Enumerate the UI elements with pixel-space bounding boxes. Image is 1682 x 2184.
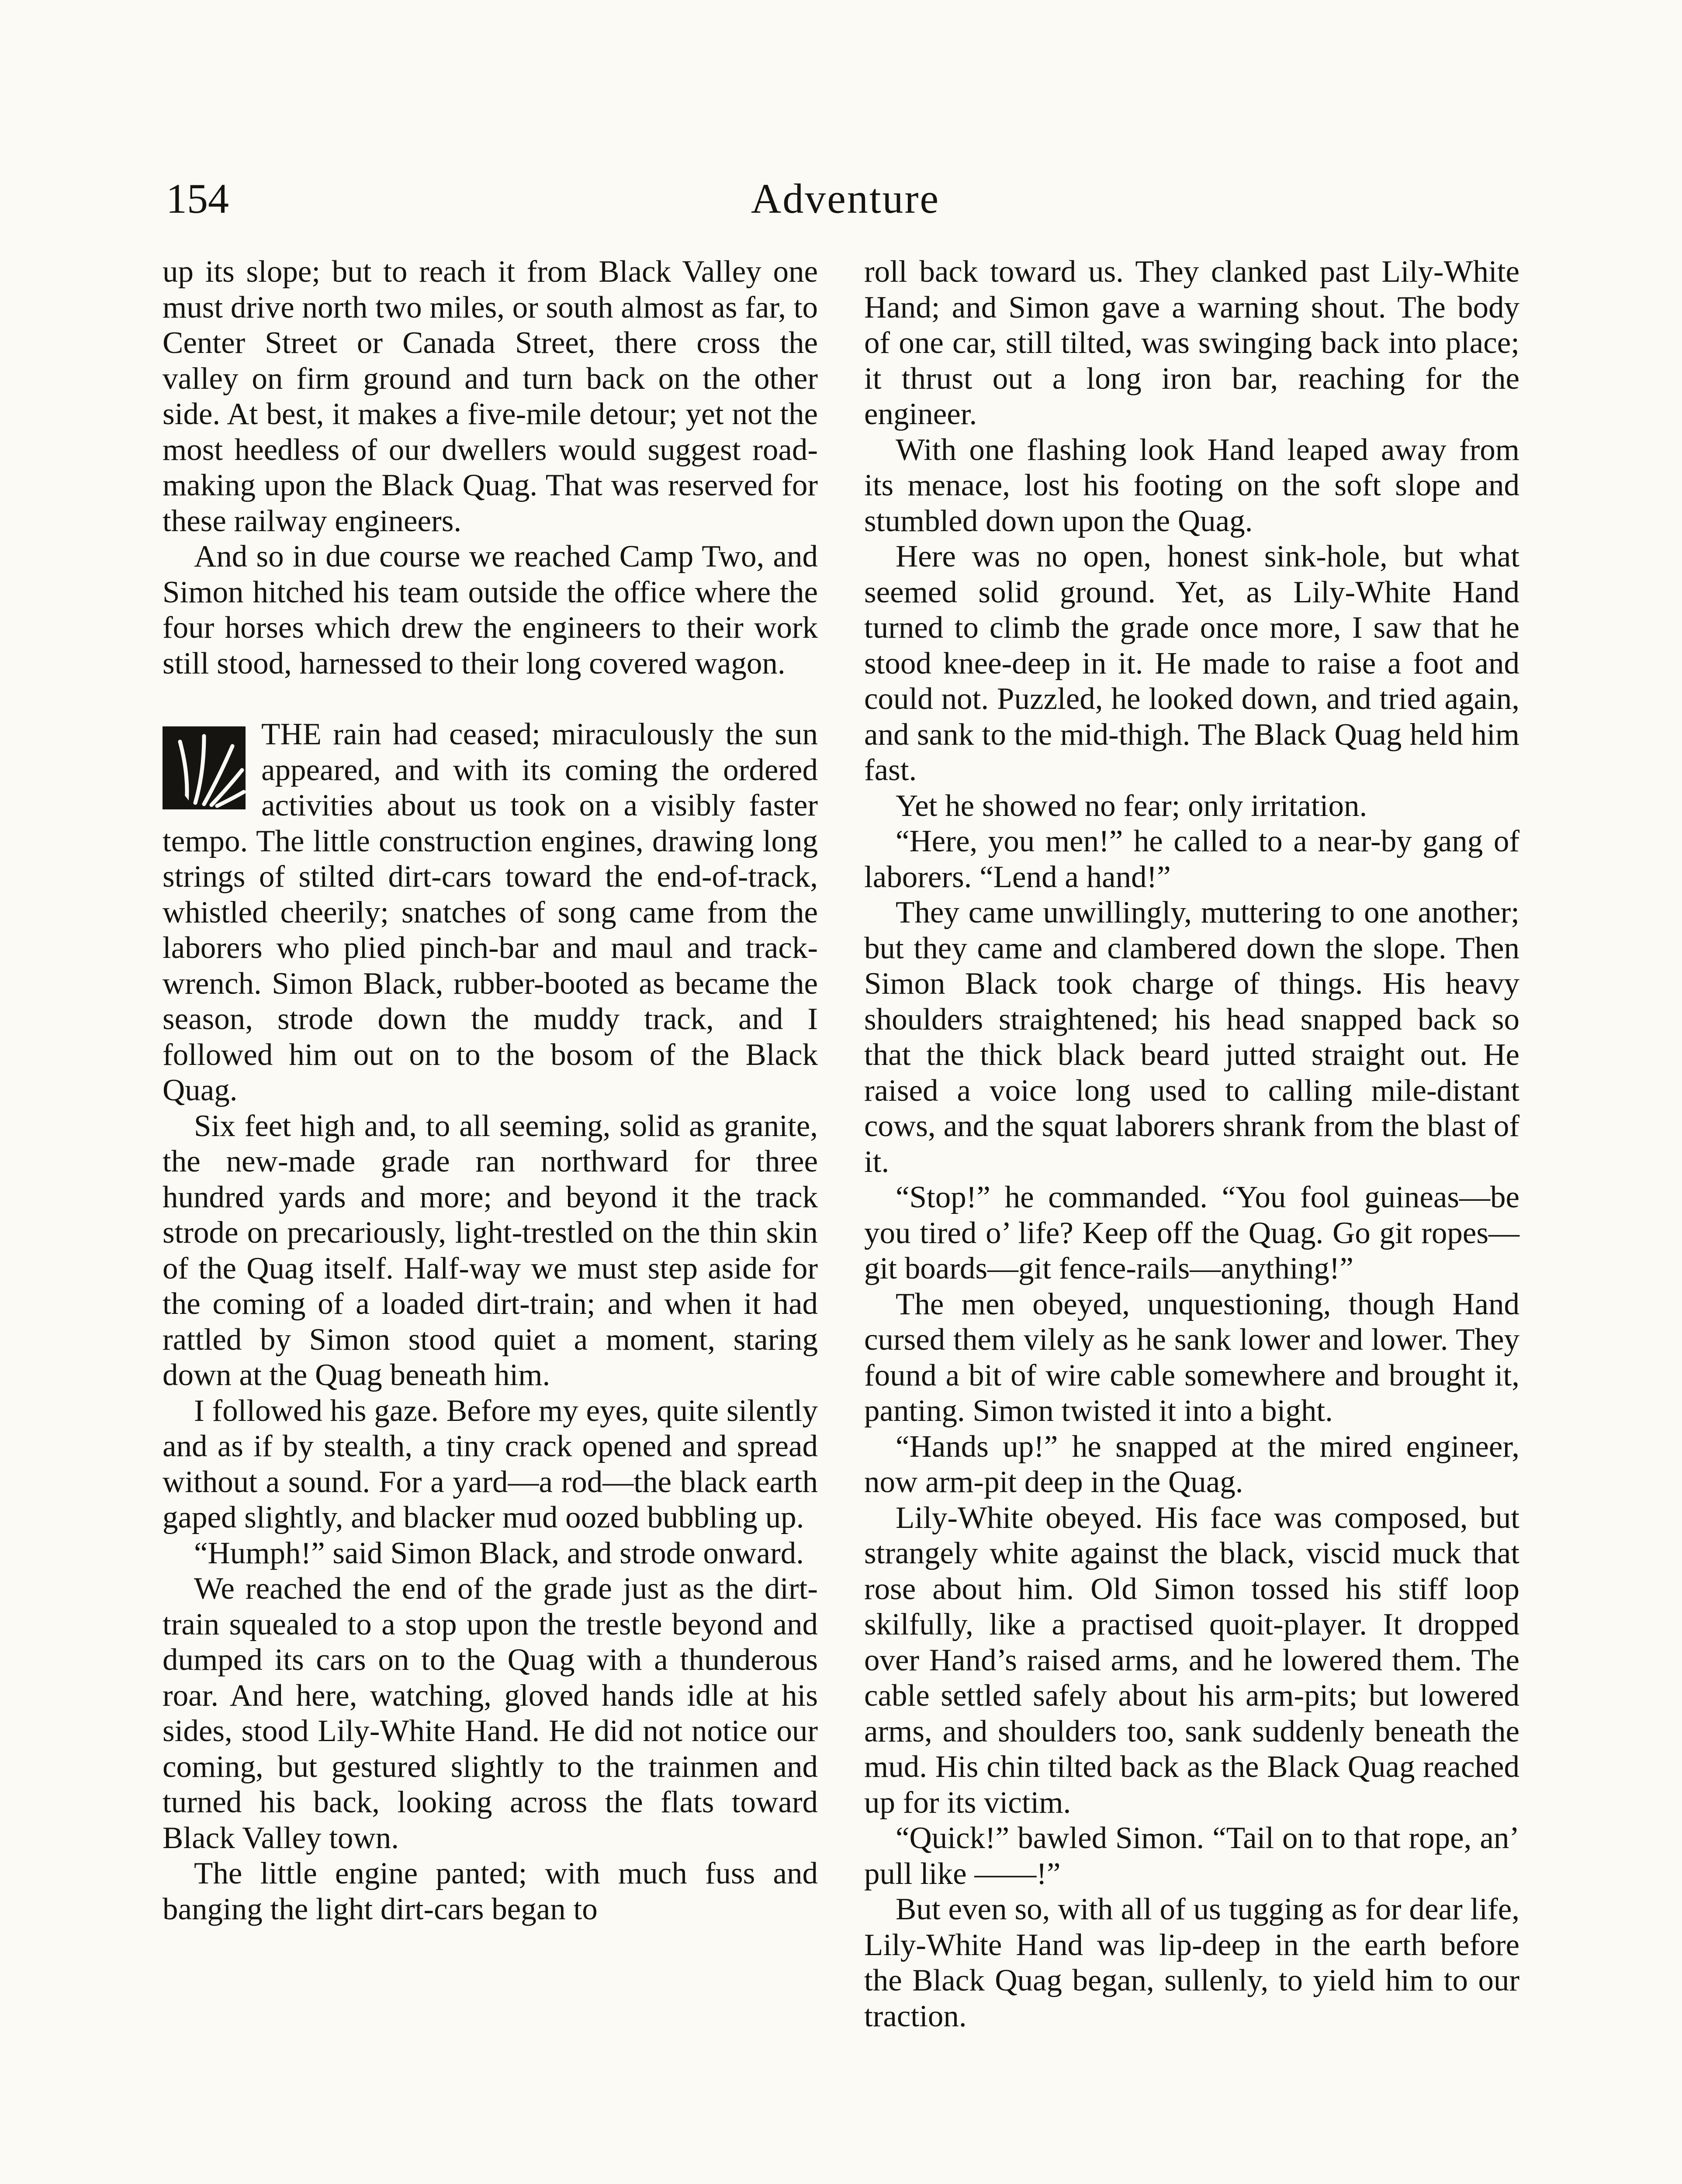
paragraph: With one flashing look Hand leaped away from its menace, lost his footing on the soft slope and stumbled down upon the Quag. [864, 432, 1519, 538]
paragraph: “Humph!” said Simon Black, and strode onward. [194, 1536, 804, 1570]
left-column [163, 254, 818, 1927]
paragraph: “Hands up!” he snapped at the mired engineer, now arm-pit deep in the Quag. [864, 1429, 1519, 1499]
paragraph: The men obeyed, unquestioning, though Hand cursed them vilely as he sank lower and lower. They found a bit of wire cable somewhere and brought it, panting. Simon twisted it into a bight. [864, 1287, 1519, 1428]
paragraph: And so in due course we reached Camp Two, and Simon hitched his team outside the office where the four horses which drew the engineers to their work still stood, harnessed to their long covered wagon. [163, 539, 818, 681]
paragraph: But even so, with all of us tugging as for dear life, Lily-White Hand was lip-deep in the earth before the Black Quag began, sullenly, to yield him to our traction. [864, 1892, 1519, 2033]
paragraph: They came unwillingly, muttering to one another; but they came and clambered down the slope. Then Simon Black took charge of things. His heavy shoulders straightened; his head snapped back so that the thick black beard jutted straight out. He raised a voice long used to calling mile-distant cows, and the squat laborers shrank from the blast of it. [864, 895, 1519, 1179]
paragraph: Six feet high and, to all seeming, solid as granite, the new-made grade ran northward for three hundred yards and more; and beyond it the track strode on precariously, light-trestled on the thin skin of the Quag itself. Half-way we must step aside for the coming of a loaded dirt-train; and when it had rattled by Simon stood quiet a moment, staring down at the Quag beneath him. [163, 1109, 818, 1392]
page-number: 154 [166, 175, 229, 222]
paragraph: “Stop!” he commanded. “You fool guineas—be you tired o’ life? Keep off the Quag. Go git ropes—git boards—git fence-rails—anything!” [864, 1180, 1519, 1286]
paragraph: roll back toward us. They clanked past Lily-White Hand; and Simon gave a warning shout. The body of one car, still tilted, was swinging back into place; it thrust out a long iron bar, reaching for the engineer. [864, 255, 1519, 431]
paragraph: Yet he showed no fear; only irritation. [896, 788, 1367, 823]
running-title: Adventure [751, 175, 940, 222]
paragraph: “Quick!” bawled Simon. “Tail on to that rope, an’ pull like ——!” [864, 1821, 1519, 1891]
paragraph: “Here, you men!” he called to a near-by gang of laborers. “Lend a hand!” [864, 824, 1519, 894]
paragraph: Here was no open, honest sink-hole, but what seemed solid ground. Yet, as Lily-White Hand turned to climb the grade once more, I saw that he stood knee-deep in it. He made to raise a foot and could not. Puzzled, he looked down, and tried again, and sank to the mid-thigh. The Black Quag held him fast. [864, 539, 1519, 787]
paragraph: The little engine panted; with much fuss and banging the light dirt-cars began to [163, 1856, 818, 1926]
paragraph: THE rain had ceased; miraculously the sun appeared, and with its coming the ordered activities about us took on a visibly faster tempo. The little construction engines, drawing long strings of stilted dirt-cars toward the end-of-track, whistled cheerily; snatches of song came from the laborers who plied pinch-bar and maul and track-wrench. Simon Black, rubber-booted as became the season, strode down the muddy track, and I followed him out on to the bosom of the Black Quag. [163, 717, 818, 1107]
right-column [864, 254, 1519, 2034]
paragraph: We reached the end of the grade just as the dirt-train squealed to a stop upon the trestle beyond and dumped its cars on to the Quag with a thunderous roar. And here, watching, gloved hands idle at his sides, stood Lily-White Hand. He did not notice our coming, but gestured slightly to the trainmen and turned his back, looking across the flats toward Black Valley town. [163, 1572, 818, 1855]
page-header [166, 166, 1525, 232]
paragraph: up its slope; but to reach it from Black Valley one must drive north two miles, or south almost as far, to Center Street or Canada Street, there cross the valley on firm ground and turn back on the other side. At best, it makes a five-mile detour; yet not the most heedless of our dwellers would suggest road-making upon the Black Quag. That was reserved for these railway engineers. [163, 255, 818, 538]
sunburst-ornament-icon [163, 726, 246, 809]
paragraph: I followed his gaze. Before my eyes, quite silently and as if by stealth, a tiny crack opened and spread without a sound. For a yard—a rod—the black earth gaped slightly, and blacker mud oozed bubbling up. [163, 1393, 818, 1534]
section-break [163, 681, 818, 717]
paragraph: Lily-White obeyed. His face was composed, but strangely white against the black, viscid muck that rose about him. Old Simon tossed his stiff loop skilfully, like a practised quoit-player. It dropped over Hand’s raised arms, and he lowered them. The cable settled safely about his arm-pits; but lowered arms, and shoulders too, sank suddenly beneath the mud. His chin tilted back as the Black Quag reached up for its victim. [864, 1500, 1519, 1820]
